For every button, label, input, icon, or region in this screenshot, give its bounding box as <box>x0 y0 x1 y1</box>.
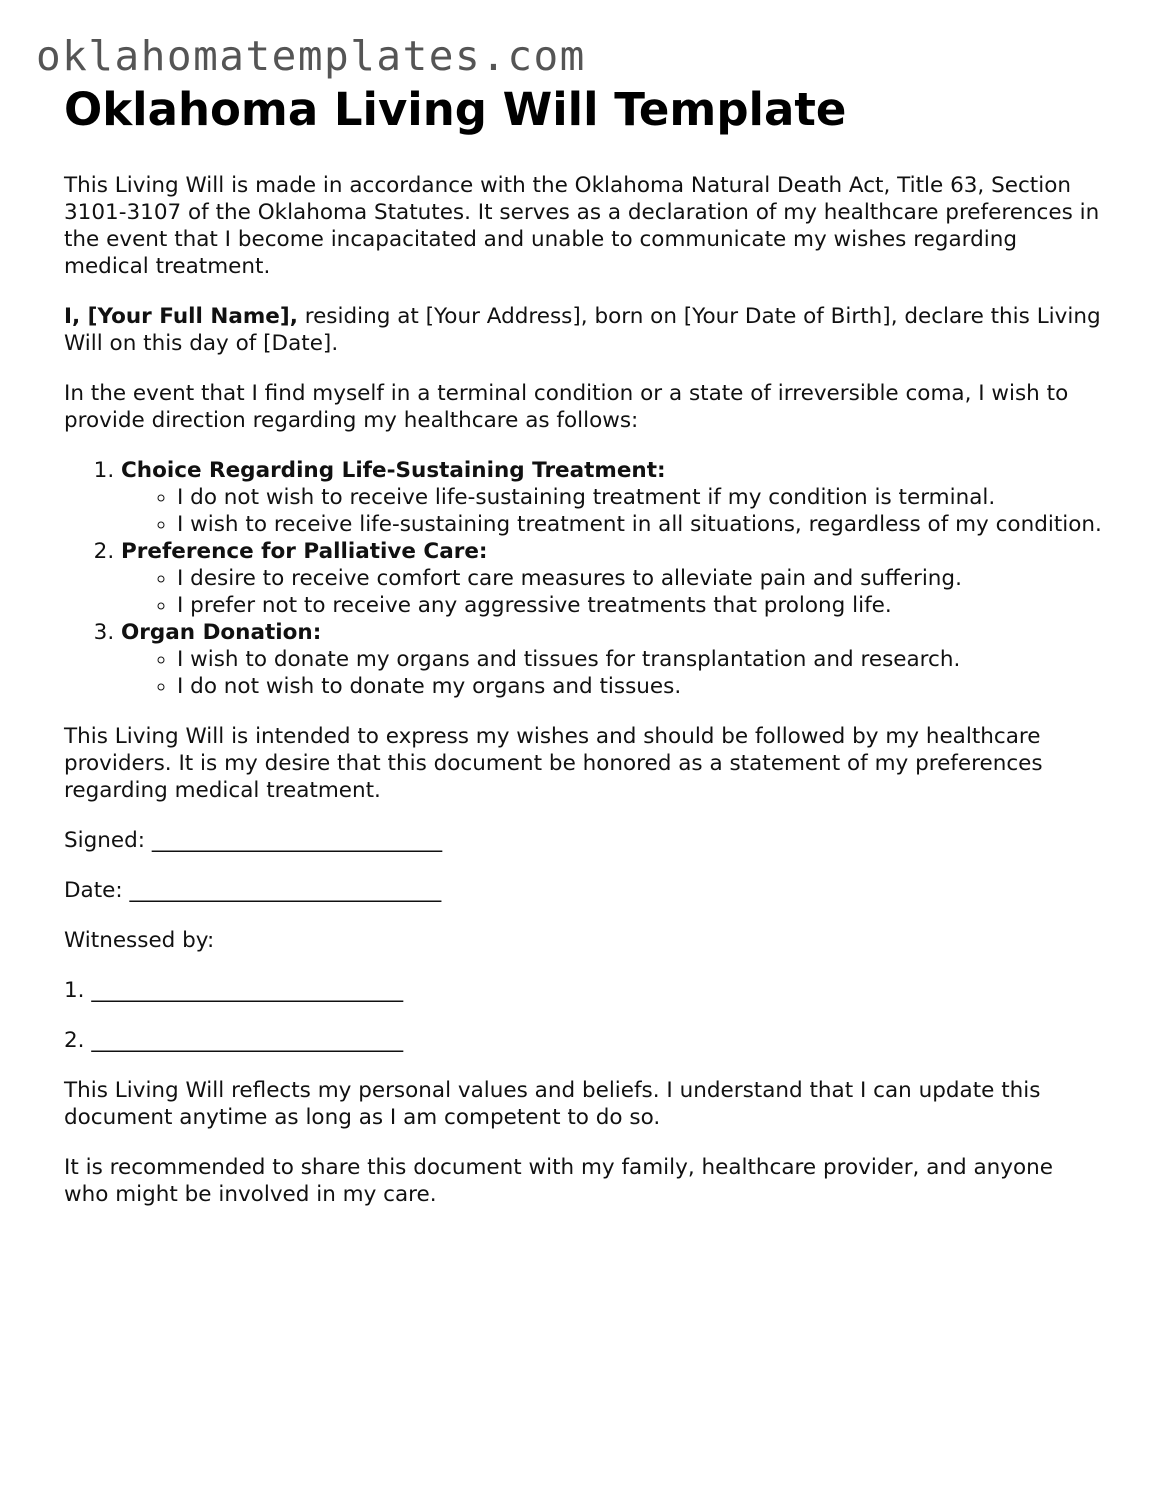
option-item: ◦ I wish to receive life-sustaining treatment in all situations, regardless of my condition. <box>177 511 1104 538</box>
values-paragraph: This Living Will reflects my personal values and beliefs. I understand that I can update this document anytime as long as I am competent to do so. <box>64 1078 1041 1130</box>
declarant-name: I, [Your Full Name], <box>64 304 298 329</box>
choice-title: Preference for Palliative Care: <box>121 539 488 564</box>
declaration-text: residing at [Your Address], born on [Your Date of Birth], declare this Living Will on this day of [Date]. <box>64 304 1101 356</box>
page-title: Oklahoma Living Will Template <box>64 83 847 136</box>
share-paragraph: It is recommended to share this document with my family, healthcare provider, and anyone who might be involved in my care. <box>64 1155 1054 1207</box>
choice-item-life-sustaining <box>121 457 1104 538</box>
options-list <box>121 646 1104 700</box>
choices-list <box>64 457 1104 700</box>
witness-1-line: 1. _____________________________ <box>64 978 404 1003</box>
choice-item-organ-donation <box>121 619 1104 700</box>
option-item: ◦ I prefer not to receive any aggressive treatments that prolong life. <box>177 592 1104 619</box>
intro-paragraph: This Living Will is made in accordance with the Oklahoma Natural Death Act, Title 63, Section 3101-3107 of the Oklahoma Statutes. It serves as a declaration of my healthcare preferences in the event that I become incapacitated and unable to communicate my wishes regarding medical treatment. <box>64 173 1100 279</box>
declaration-paragraph <box>64 303 1104 357</box>
option-item: ◦ I wish to donate my organs and tissues for transplantation and research. <box>177 646 1104 673</box>
document-body <box>64 84 1104 1231</box>
choice-item-palliative-care <box>121 538 1104 619</box>
signed-line: Signed: ___________________________ <box>64 828 443 853</box>
watermark: oklahomatemplates.com <box>36 32 586 80</box>
option-item: ◦ I do not wish to donate my organs and tissues. <box>177 673 1104 700</box>
choice-title: Organ Donation: <box>121 620 322 645</box>
witness-2-line: 2. _____________________________ <box>64 1028 404 1053</box>
option-item: ◦ I desire to receive comfort care measures to alleviate pain and suffering. <box>177 565 1104 592</box>
witnessed-by-label: Witnessed by: <box>64 928 215 953</box>
date-line: Date: _____________________________ <box>64 878 442 903</box>
condition-paragraph: In the event that I find myself in a terminal condition or a state of irreversible coma, I wish to provide direction regarding my healthcare as follows: <box>64 381 1069 433</box>
options-list <box>121 565 1104 619</box>
options-list <box>121 484 1104 538</box>
intent-paragraph: This Living Will is intended to express my wishes and should be followed by my healthcare providers. It is my desire that this document be honored as a statement of my preferences regarding medical treatment. <box>64 724 1043 803</box>
option-item: ◦ I do not wish to receive life-sustaining treatment if my condition is terminal. <box>177 484 1104 511</box>
choice-title: Choice Regarding Life-Sustaining Treatment: <box>121 458 666 483</box>
